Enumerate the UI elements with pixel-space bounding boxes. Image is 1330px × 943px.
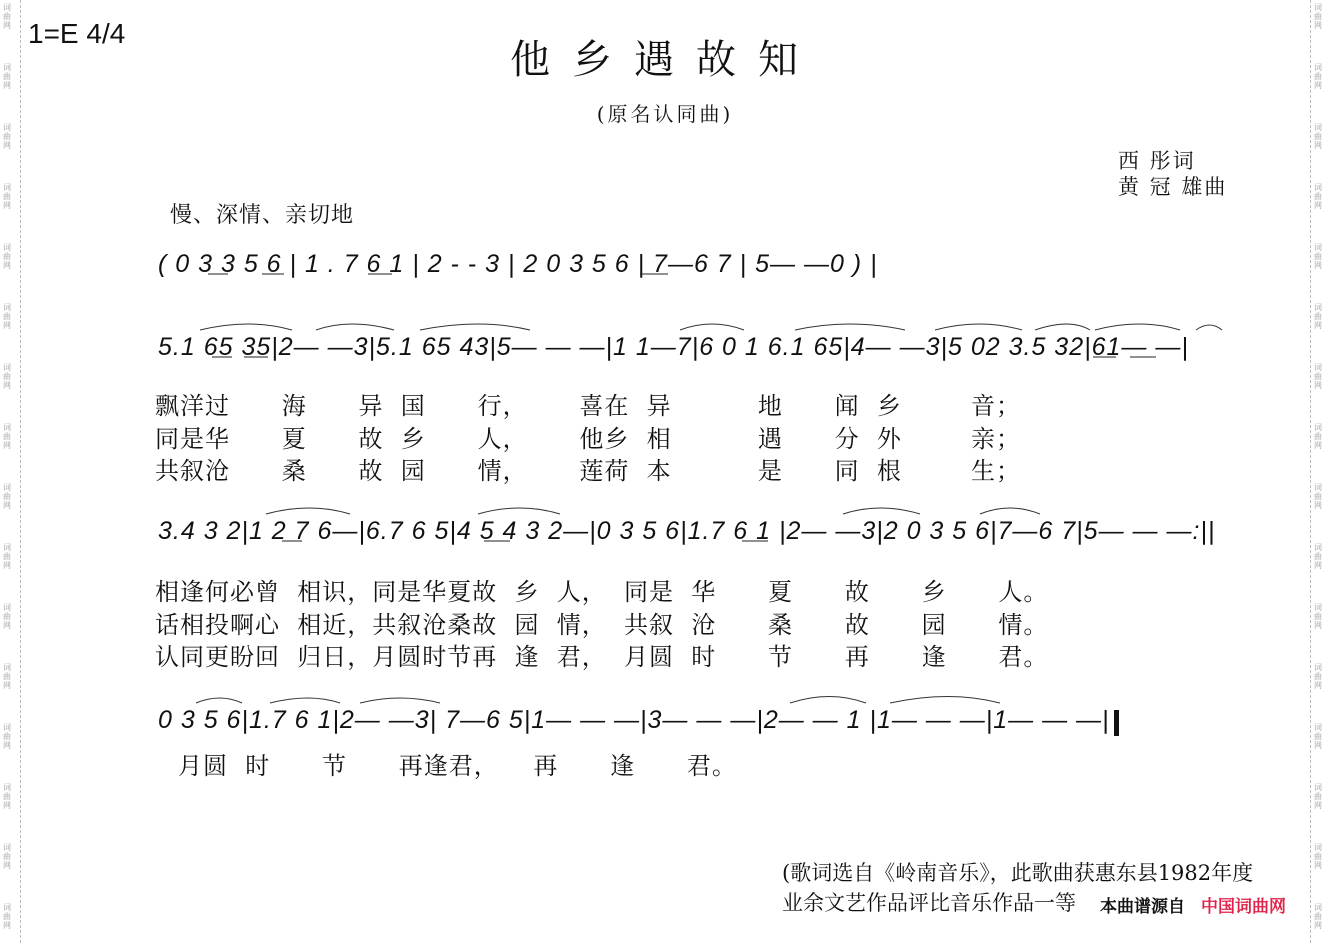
lyric-verse3-line2: 认同更盼回 归日，月圆时节再 逢 君， 月圆 时 节 再 逢 君。 bbox=[155, 643, 1049, 671]
key-signature: 1=E 4/4 bbox=[28, 18, 126, 49]
margin-watermark-mark: 词 曲 网 bbox=[1314, 63, 1322, 90]
watermark-text: 本曲谱源自 bbox=[1100, 897, 1185, 917]
margin-watermark-mark: 词 曲 网 bbox=[1314, 903, 1322, 930]
margin-watermark-mark: 词 曲 网 bbox=[1314, 3, 1322, 30]
footnote-line-2: 业余文艺作品评比音乐作品一等 bbox=[782, 891, 1076, 915]
margin-watermark-mark: 词 曲 网 bbox=[1314, 123, 1322, 150]
margin-watermark-mark: 词 曲 网 bbox=[1314, 423, 1322, 450]
composer-credit: 黄 冠 雄曲 bbox=[1118, 175, 1228, 199]
margin-watermark-mark: 词 曲 网 bbox=[3, 303, 11, 330]
margin-watermark-mark: 词 曲 网 bbox=[1314, 663, 1322, 690]
notation-line-1: 5.1 65 35|2— —3|5.1 65 43|5— — —|1 1—7|6 0 1 6.1 65|4— —3|5 02 3.5 32|61— —| bbox=[158, 333, 1189, 361]
margin-watermark-mark: 词 曲 网 bbox=[3, 663, 11, 690]
lyric-verse1-line2: 相逢何必曾 相识，同是华夏故 乡 人， 同是 华 夏 故 乡 人。 bbox=[155, 578, 1049, 606]
notation-line-2: 3.4 3 2|1 2 7 6—|6.7 6 5|4 5 4 3 2—|0 3 5 6|1.7 6 1 |2— —3|2 0 3 5 6|7—6 7|5— — —:|| bbox=[158, 517, 1216, 545]
margin-watermark-mark: 词 曲 网 bbox=[1314, 363, 1322, 390]
lyric-verse2-line2: 话相投啊心 相近，共叙沧桑故 园 情， 共叙 沧 桑 故 园 情。 bbox=[155, 611, 1049, 639]
margin-watermark-mark: 词 曲 网 bbox=[1314, 183, 1322, 210]
footnote-line-1: (歌词选自《岭南音乐》，此歌曲获惠东县1982年度 bbox=[782, 861, 1254, 885]
lyric-verse3-line1: 共叙沧 桑 故 园 情， 莲荷 本 是 同 根 生； bbox=[155, 457, 1021, 485]
source-watermark bbox=[1096, 890, 1290, 919]
margin-watermark-mark: 词 曲 网 bbox=[1314, 843, 1322, 870]
margin-watermark-mark: 词 曲 网 bbox=[3, 423, 11, 450]
margin-watermark-mark: 词 曲 网 bbox=[3, 3, 11, 30]
notation-line-3: 0 3 5 6|1.7 6 1|2— —3| 7—6 5|1— — —|3— — —|2— — 1 |1— — —|1— — —| bbox=[158, 706, 1110, 734]
margin-watermark-mark: 词 曲 网 bbox=[3, 723, 11, 750]
margin-watermark-mark: 词 曲 网 bbox=[1314, 243, 1322, 270]
lyric-verse2-line1: 同是华 夏 故 乡 人， 他乡 相 遇 分 外 亲； bbox=[155, 425, 1021, 453]
margin-watermark-mark: 词 曲 网 bbox=[3, 843, 11, 870]
margin-watermark-mark: 词 曲 网 bbox=[1314, 543, 1322, 570]
lyric-coda: 月圆 时 节 再逢君， 再 逢 君。 bbox=[178, 752, 737, 780]
margin-watermark-mark: 词 曲 网 bbox=[1314, 483, 1322, 510]
lyricist-credit: 西 彤词 bbox=[1118, 149, 1196, 173]
song-subtitle: (原名认同曲) bbox=[596, 102, 734, 126]
margin-watermark-mark: 词 曲 网 bbox=[3, 543, 11, 570]
margin-watermark-mark: 词 曲 网 bbox=[3, 363, 11, 390]
margin-watermark-mark: 词 曲 网 bbox=[3, 903, 11, 930]
song-title: 他乡遇故知 bbox=[510, 37, 820, 83]
margin-watermark-mark: 词 曲 网 bbox=[3, 123, 11, 150]
margin-watermark-mark: 词 曲 网 bbox=[3, 483, 11, 510]
tempo-marking: 慢、深情、亲切地 bbox=[170, 203, 355, 228]
margin-watermark-mark: 词 曲 网 bbox=[1314, 603, 1322, 630]
margin-watermark-mark: 词 曲 网 bbox=[3, 63, 11, 90]
margin-watermark-mark: 词 曲 网 bbox=[1314, 783, 1322, 810]
margin-watermark-mark: 词 曲 网 bbox=[3, 783, 11, 810]
margin-watermark-mark: 词 曲 网 bbox=[3, 183, 11, 210]
margin-watermark-mark: 词 曲 网 bbox=[3, 243, 11, 270]
margin-watermark-mark: 词 曲 网 bbox=[1314, 303, 1322, 330]
margin-watermark-mark: 词 曲 网 bbox=[3, 603, 11, 630]
margin-watermark-mark: 词 曲 网 bbox=[1314, 723, 1322, 750]
lyric-verse1-line1: 飘洋过 海 异 国 行， 喜在 异 地 闻 乡 音； bbox=[155, 392, 1021, 420]
notation-intro: ( 0 3 3 5 6 | 1 . 7 6 1 | 2 - - 3 | 2 0 3 5 6 | 7—6 7 | 5— —0 ) | bbox=[158, 250, 878, 278]
watermark-site-link[interactable]: 中国词曲网 bbox=[1201, 897, 1286, 917]
